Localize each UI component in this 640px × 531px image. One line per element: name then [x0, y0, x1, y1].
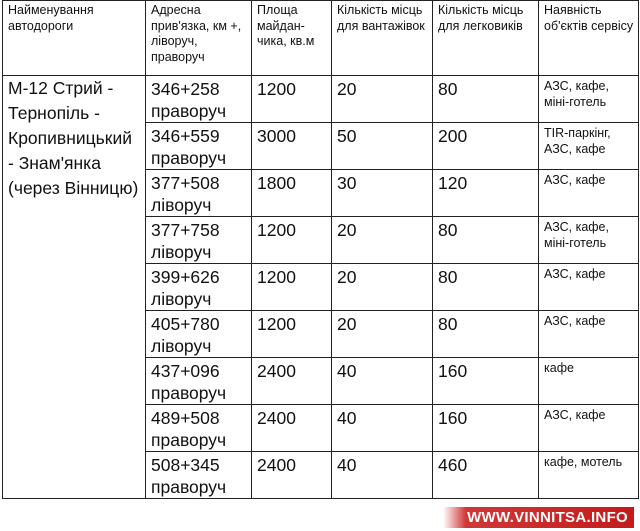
services-cell: АЗС, кафе, міні-готель [539, 217, 639, 264]
cars-cell: 460 [433, 452, 539, 499]
services-cell: АЗС, кафе [539, 405, 639, 452]
address-cell: 377+508 ліворуч [146, 170, 252, 217]
area-cell: 1200 [252, 264, 332, 311]
address-cell: 508+345 праворуч [146, 452, 252, 499]
trucks-cell: 20 [332, 311, 433, 358]
address-cell: 377+758 ліворуч [146, 217, 252, 264]
services-cell: TIR-паркінг, АЗС, кафе [539, 123, 639, 170]
trucks-cell: 50 [332, 123, 433, 170]
site-watermark: WWW.VINNITSA.INFO [443, 507, 634, 528]
trucks-cell: 20 [332, 217, 433, 264]
road-name-cell: М-12 Стрий - Тернопіль - Кропивницький - Знам'янка (через Вінницю) [3, 76, 146, 499]
header-area: Площа майдан-чика, кв.м [252, 1, 332, 76]
cars-cell: 120 [433, 170, 539, 217]
table-row [3, 76, 639, 123]
header-trucks: Кількість місць для вантажівок [332, 1, 433, 76]
area-cell: 1800 [252, 170, 332, 217]
trucks-cell: 40 [332, 358, 433, 405]
trucks-cell: 30 [332, 170, 433, 217]
area-cell: 2400 [252, 452, 332, 499]
cars-cell: 160 [433, 405, 539, 452]
cars-cell: 80 [433, 311, 539, 358]
services-cell: АЗС, кафе [539, 264, 639, 311]
trucks-cell: 20 [332, 264, 433, 311]
address-cell: 346+258 праворуч [146, 76, 252, 123]
services-cell: кафе [539, 358, 639, 405]
services-cell: АЗС, кафе, міні-готель [539, 76, 639, 123]
trucks-cell: 20 [332, 76, 433, 123]
cars-cell: 80 [433, 217, 539, 264]
address-cell: 405+780 ліворуч [146, 311, 252, 358]
trucks-cell: 40 [332, 452, 433, 499]
services-cell: АЗС, кафе [539, 311, 639, 358]
area-cell: 1200 [252, 76, 332, 123]
cars-cell: 200 [433, 123, 539, 170]
area-cell: 3000 [252, 123, 332, 170]
header-services: Наявність об'єктів сервісу [539, 1, 639, 76]
header-address: Адресна прив'язка, км +, ліворуч, праворуч [146, 1, 252, 76]
area-cell: 1200 [252, 217, 332, 264]
trucks-cell: 40 [332, 405, 433, 452]
address-cell: 437+096 праворуч [146, 358, 252, 405]
cars-cell: 80 [433, 264, 539, 311]
rest-areas-table [2, 0, 639, 499]
cars-cell: 160 [433, 358, 539, 405]
header-row [3, 1, 639, 76]
area-cell: 2400 [252, 358, 332, 405]
address-cell: 489+508 праворуч [146, 405, 252, 452]
cars-cell: 80 [433, 76, 539, 123]
address-cell: 399+626 ліворуч [146, 264, 252, 311]
header-cars: Кількість місць для легковиків [433, 1, 539, 76]
services-cell: АЗС, кафе [539, 170, 639, 217]
header-road: Найменування автодороги [3, 1, 146, 76]
services-cell: кафе, мотель [539, 452, 639, 499]
area-cell: 1200 [252, 311, 332, 358]
area-cell: 2400 [252, 405, 332, 452]
address-cell: 346+559 праворуч [146, 123, 252, 170]
